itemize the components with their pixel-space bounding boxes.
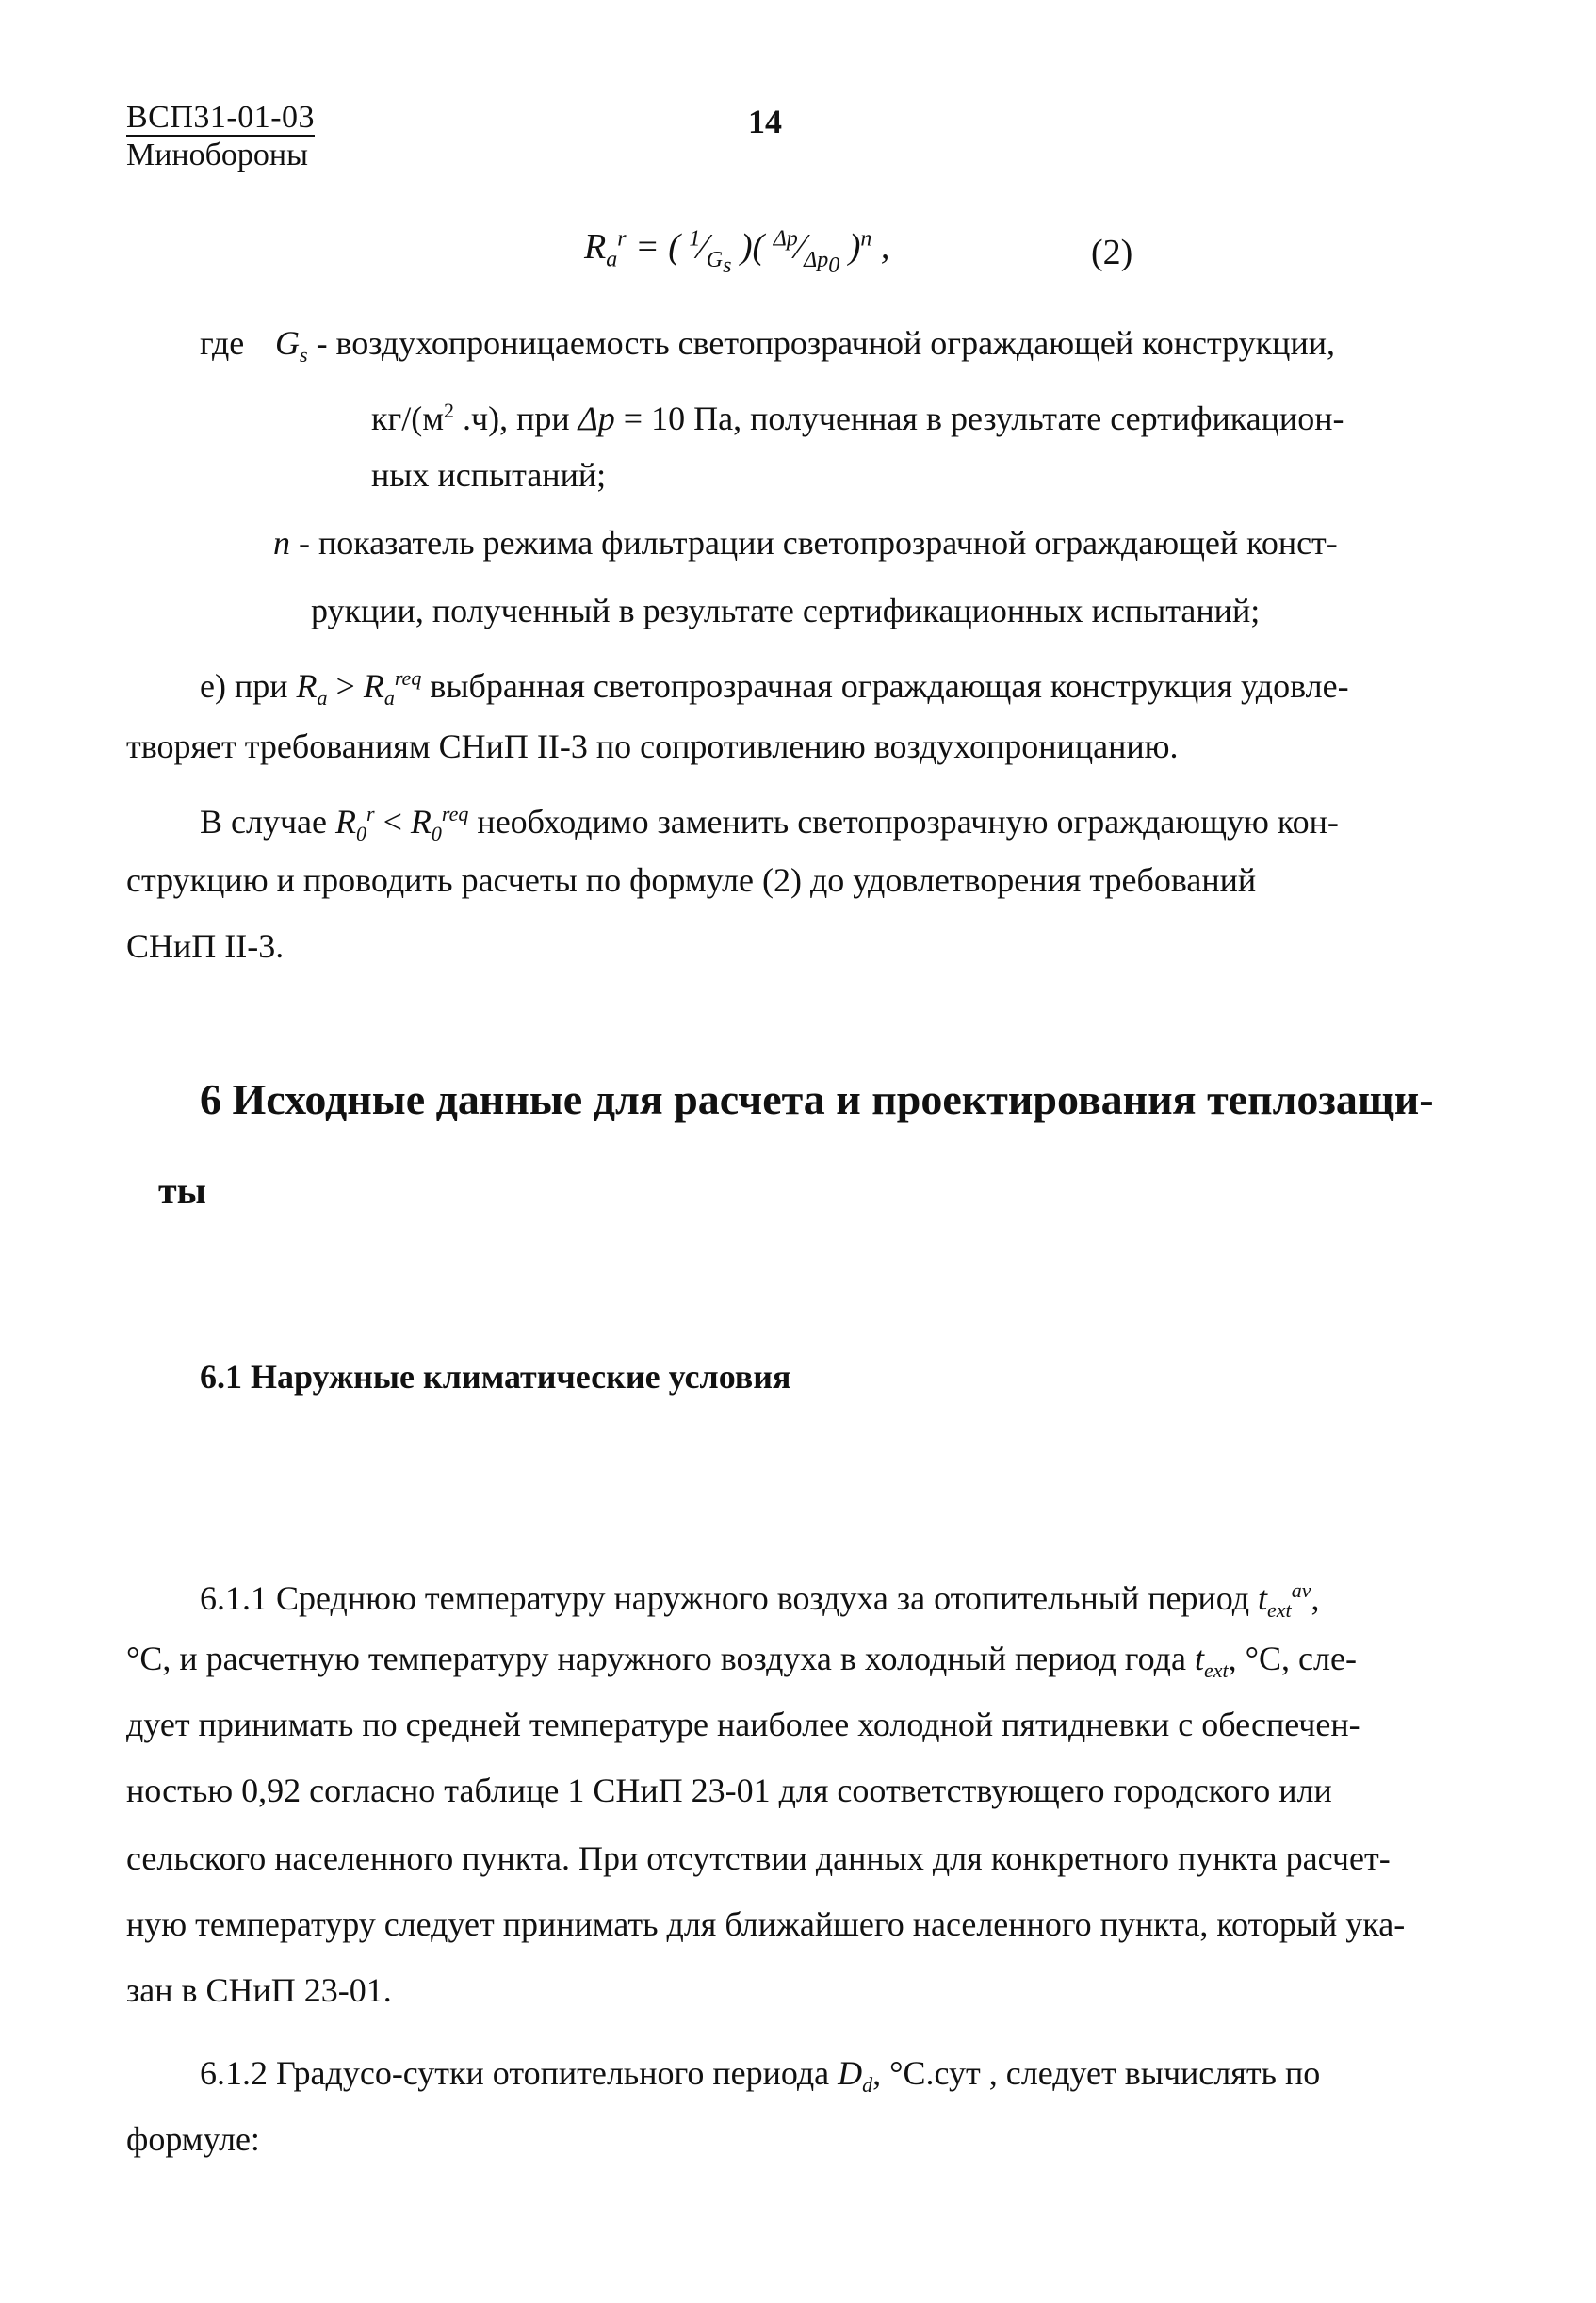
item-e-line2: творяет требованиям СНиП II-3 по сопротивлению воздухопроницанию. (126, 727, 1179, 765)
case-line2: струкцию и проводить расчеты по формуле (2) до удовлетворения требований (126, 861, 1257, 899)
gs-definition-line3: ных испытаний; (371, 456, 607, 494)
para-6-1-2-line2: формуле: (126, 2120, 260, 2158)
para-6-1-1-line1: 6.1.1 Среднюю температуру наружного воздуха за отопительный период $t_{ext}^{av}$, (200, 1578, 1320, 1623)
section-6-1-title: 6.1 Наружные климатические условия (200, 1358, 791, 1396)
case-line3: СНиП II-3. (126, 927, 285, 965)
case-line1: В случае $R_0^r < R_0^{req}$ необходимо заменить светопрозрачную ограждающую кон- (200, 802, 1339, 846)
para-6-1-1-line4: ностью 0,92 согласно таблице 1 СНиП 23-01 для соответствующего городского или (126, 1772, 1332, 1809)
para-6-1-1-line3: дует принимать по средней температуре наиболее холодной пятидневки с обеспечен- (126, 1706, 1360, 1743)
para-6-1-1-line5: сельского населенного пункта. При отсутствии данных для конкретного пункта расчет- (126, 1839, 1391, 1877)
para-6-1-1-line6: ную температуру следует принимать для ближайшего населенного пункта, который ука- (126, 1905, 1406, 1943)
organization-name: Минобороны (126, 138, 308, 172)
gs-definition-line2: $кг/(м^2$ .ч), при Δp = 10 Па, полученная в результате сертификацион- (371, 399, 1344, 437)
document-code: ВСП31-01-03 (126, 100, 316, 135)
gs-definition: $G_s$ - воздухопроницаемость светопрозрачной ограждающей конструкции, (275, 324, 1335, 368)
item-e-line1: е) при $R_a > R_a^{req}$ выбранная светопрозрачная ограждающая конструкция удовле- (200, 666, 1349, 710)
section-6-title: 6 Исходные данные для расчета и проектирования теплозащи- (200, 1075, 1434, 1123)
para-6-1-1-line2: °С, и расчетную температуру наружного воздуха в холодный период года $t_{ext}$, °С, сле- (126, 1640, 1357, 1683)
equation-number: (2) (1091, 233, 1133, 272)
page-number: 14 (748, 103, 782, 140)
section-6-title-cont: ты (158, 1169, 206, 1212)
para-6-1-1-line7: зан в СНиП 23-01. (126, 1971, 392, 2009)
para-6-1-2-line1: 6.1.2 Градусо-сутки отопительного периода $D_d$, °С.сут , следует вычислять по (200, 2054, 1321, 2098)
n-definition: n - показатель режима фильтрации светопрозрачной ограждающей конст- (273, 524, 1338, 562)
formula-2: $R_a^r$ = ( $^1⁄_{G_s}$ )( $^{\Delta p}⁄_{\Delta p_0}$ )$^n$ , (584, 226, 890, 278)
n-definition-line2: рукции, полученный в результате сертификационных испытаний; (311, 592, 1261, 629)
where-label: где (200, 324, 245, 362)
